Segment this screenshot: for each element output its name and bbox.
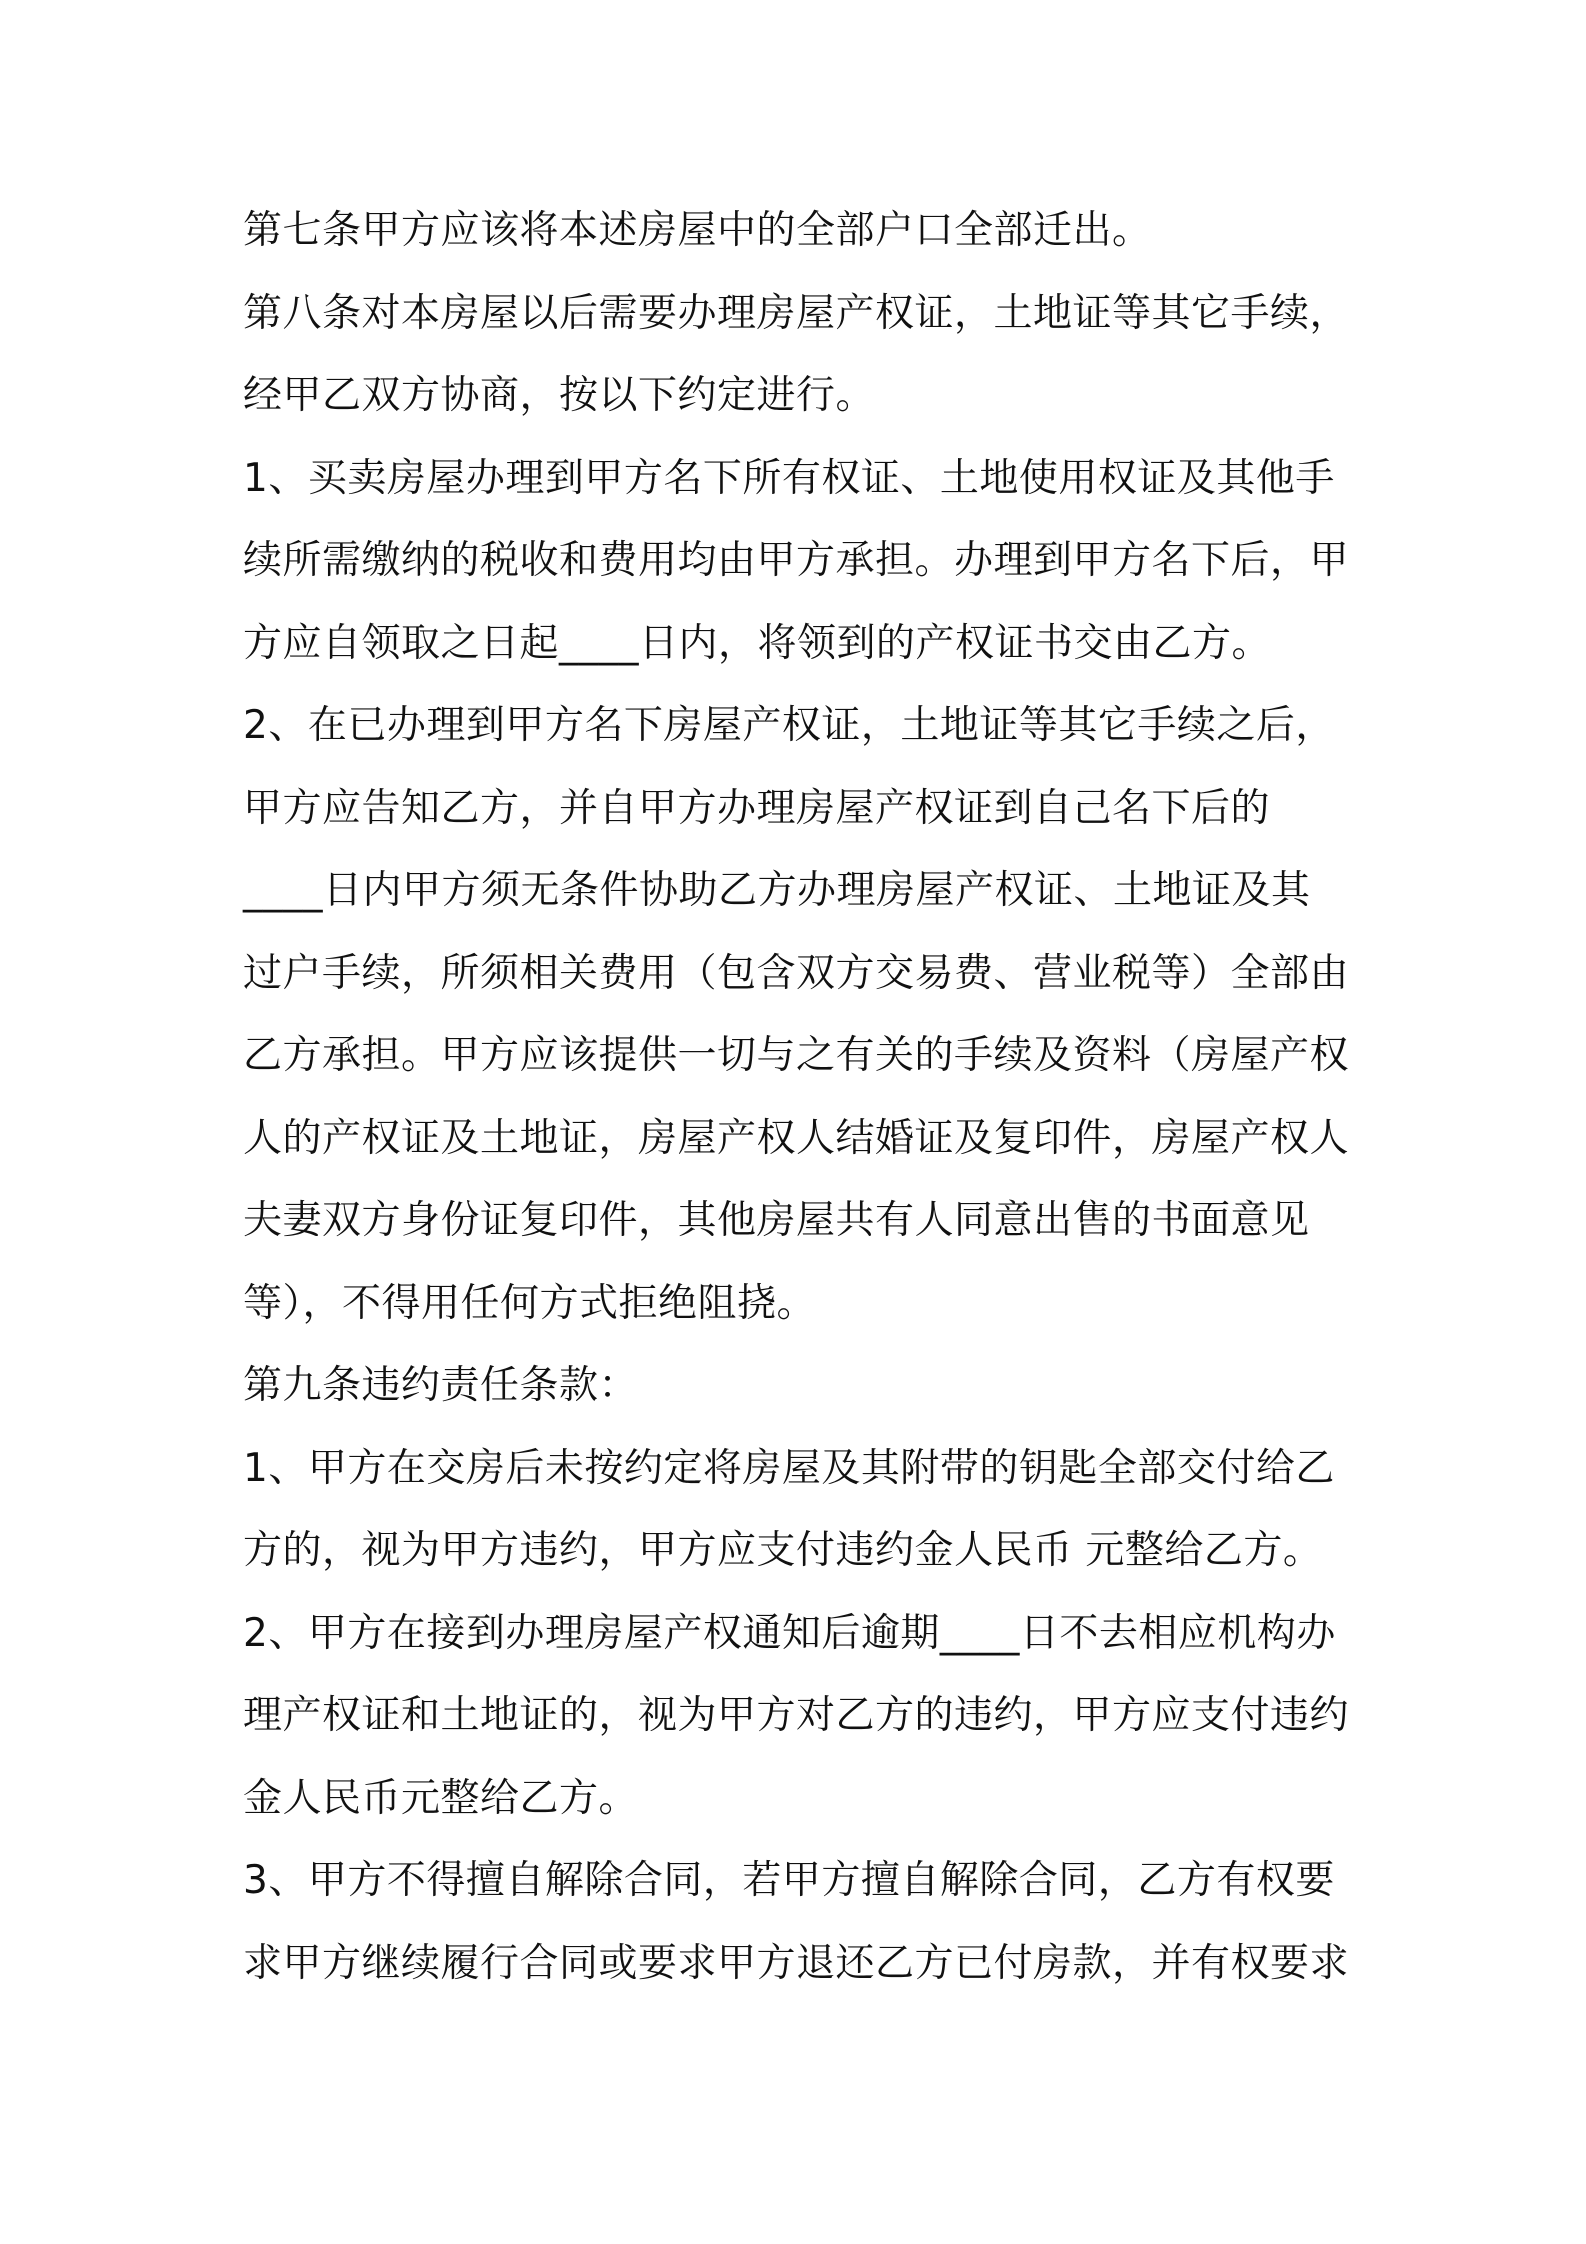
text-line: 人的产权证及土地证，房屋产权人结婚证及复印件，房屋产权人 — [243, 1115, 1350, 1161]
text-line: 3、甲方不得擅自解除合同，若甲方擅自解除合同，乙方有权要 — [243, 1858, 1335, 1903]
text-line: 甲方应告知乙方，并自甲方办理房屋产权证到自己名下后的 — [243, 785, 1271, 831]
text-line: 金人民币元整给乙方。 — [243, 1775, 639, 1821]
text-line: 经甲乙双方协商，按以下约定进行。 — [243, 373, 876, 418]
text-line: 1、买卖房屋办理到甲方名下所有权证、土地使用权证及其他手 — [243, 455, 1335, 501]
text-line: 求甲方继续履行合同或要求甲方退还乙方已付房款，并有权要求 — [243, 1940, 1350, 1986]
text-line: 第七条甲方应该将本述房屋中的全部户口全部迁出。 — [243, 208, 1152, 253]
text-line: 过户手续，所须相关费用（包含双方交易费、营业税等）全部由 — [243, 950, 1350, 996]
text-line: 1、甲方在交房后未按约定将房屋及其附带的钥匙全部交付给乙 — [243, 1445, 1335, 1491]
text-line: 夫妻双方身份证复印件，其他房屋共有人同意出售的书面意见 — [243, 1198, 1310, 1243]
text-line: 方的，视为甲方违约，甲方应支付违约金人民币 元整给乙方。 — [243, 1528, 1323, 1573]
text-line: 第九条违约责任条款： — [243, 1363, 639, 1408]
text-line: 续所需缴纳的税收和费用均由甲方承担。办理到甲方名下后，甲 — [243, 538, 1350, 583]
text-line: 等），不得用任何方式拒绝阻挠。 — [243, 1280, 817, 1326]
text-line: 乙方承担。甲方应该提供一切与之有关的手续及资料（房屋产权 — [243, 1033, 1350, 1078]
document-body — [243, 190, 1361, 2005]
text-line: 2、在已办理到甲方名下房屋产权证，土地证等其它手续之后， — [243, 703, 1335, 748]
text-line: ____日内甲方须无条件协助乙方办理房屋产权证、土地证及其 — [243, 868, 1311, 913]
text-line: 方应自领取之日起____日内，将领到的产权证书交由乙方。 — [243, 620, 1272, 666]
text-line: 2、甲方在接到办理房屋产权通知后逾期____日不去相应机构办 — [243, 1610, 1336, 1656]
text-line: 第八条对本房屋以后需要办理房屋产权证，土地证等其它手续， — [243, 290, 1350, 336]
text-line: 理产权证和土地证的，视为甲方对乙方的违约，甲方应支付违约 — [243, 1693, 1350, 1738]
